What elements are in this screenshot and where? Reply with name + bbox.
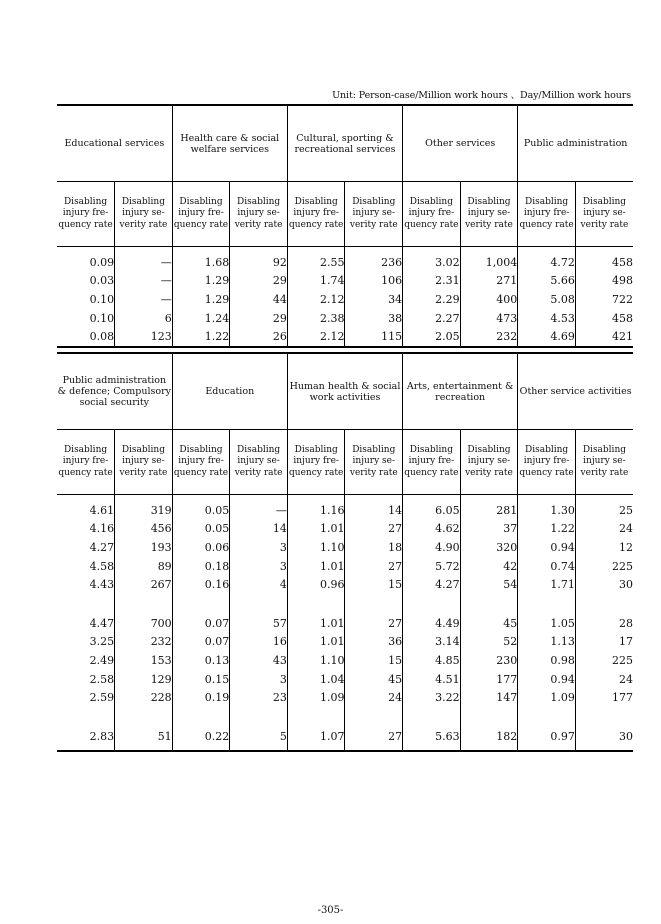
table-cell: 0.10 — [57, 309, 115, 328]
table-cell: 27 — [345, 707, 403, 751]
table-row — [57, 247, 633, 272]
table-cell: 421 — [575, 327, 633, 347]
table-cell: 0.74 — [518, 557, 576, 576]
table-cell: 4.47 — [57, 594, 115, 633]
frequency-rate-header: Disabling injury fre- quency rate — [518, 182, 576, 247]
table-cell: 27 — [345, 594, 403, 633]
table-cell: 1.07 — [287, 707, 345, 751]
table-cell: 0.07 — [172, 594, 230, 633]
table-cell: 232 — [115, 633, 173, 652]
table-row — [57, 707, 633, 751]
table-cell: 2.12 — [287, 290, 345, 309]
table-cell: 5.66 — [518, 272, 576, 291]
table-cell: 28 — [619, 616, 633, 630]
table-cell: 3 — [230, 670, 288, 689]
group-header: Education — [172, 353, 287, 430]
table-cell: 0.98 — [518, 651, 576, 670]
table-cell: 0.05 — [172, 520, 230, 539]
table-cell: 17 — [619, 635, 633, 649]
table-cell: 38 — [345, 309, 403, 328]
table-cell: 45 — [345, 670, 403, 689]
table-cell: 4 — [230, 575, 288, 594]
table-cell: 1.09 — [287, 688, 345, 707]
table-cell: 0.05 — [172, 495, 230, 520]
table-cell: 281 — [460, 495, 518, 520]
table-cell: 182 — [460, 707, 518, 751]
table-cell: 4.85 — [403, 651, 461, 670]
table-cell: 1.29 — [172, 272, 230, 291]
table-cell: 4.90 — [403, 538, 461, 557]
table-cell: 1.01 — [287, 520, 345, 539]
table-cell: 12 — [619, 540, 633, 554]
table-cell: 1.24 — [172, 309, 230, 328]
table-row — [57, 290, 633, 309]
frequency-rate-header: Disabling injury fre- quency rate — [57, 430, 115, 495]
sub-header-row — [57, 182, 633, 247]
table-cell: 106 — [345, 272, 403, 291]
table-cell: 1.09 — [518, 688, 576, 707]
frequency-rate-header: Disabling injury fre- quency rate — [403, 182, 461, 247]
table-cell: 0.94 — [518, 538, 576, 557]
frequency-rate-header: Disabling injury fre- quency rate — [287, 430, 345, 495]
table-cell: 2.12 — [287, 327, 345, 347]
table-cell: 4.62 — [403, 520, 461, 539]
table-services-2 — [57, 104, 633, 348]
severity-rate-header: Disabling injury se- verity rate — [460, 430, 518, 495]
group-header: Other service activities — [518, 353, 633, 430]
severity-rate-header: Disabling injury se- verity rate — [575, 430, 633, 495]
table-cell: 45 — [460, 594, 518, 633]
table-cell: 23 — [230, 688, 288, 707]
table-cell: 115 — [345, 327, 403, 347]
table-cell: 123 — [115, 327, 173, 347]
table-cell: 4.51 — [403, 670, 461, 689]
table-services-1 — [57, 352, 633, 752]
table-cell: 4.43 — [57, 575, 115, 594]
table-row — [57, 272, 633, 291]
table-cell: 4.53 — [518, 309, 576, 328]
frequency-rate-header: Disabling injury fre- quency rate — [172, 182, 230, 247]
table-cell: 236 — [345, 247, 403, 272]
severity-rate-header: Disabling injury se- verity rate — [230, 430, 288, 495]
table-row — [57, 594, 633, 633]
table-cell: 1.10 — [287, 538, 345, 557]
table-cell: 2.29 — [403, 290, 461, 309]
table-cell: 319 — [115, 495, 173, 520]
table-cell: 3.22 — [403, 688, 461, 707]
table-cell: 225 — [612, 559, 633, 573]
table-cell: 1.68 — [172, 247, 230, 272]
table-cell: 153 — [115, 651, 173, 670]
table-cell: 225 — [612, 653, 633, 667]
table-cell: — — [230, 495, 288, 520]
group-header: Health care & social welfare services — [172, 105, 287, 182]
table-cell: 0.07 — [172, 633, 230, 652]
table-cell: 0.09 — [57, 247, 115, 272]
table-cell: 320 — [460, 538, 518, 557]
severity-rate-header: Disabling injury se- verity rate — [345, 430, 403, 495]
table-cell: 1.10 — [287, 651, 345, 670]
table-cell: 0.03 — [57, 272, 115, 291]
table-cell: 54 — [460, 575, 518, 594]
table-cell: 30 — [619, 578, 633, 592]
table-row — [57, 688, 633, 707]
group-header: Cultural, sporting & recreational services — [287, 105, 402, 182]
group-header: Public administration & defence; Compulsory social security — [57, 353, 172, 430]
frequency-rate-header: Disabling injury fre- quency rate — [57, 182, 115, 247]
table-cell: 0.97 — [518, 707, 576, 751]
table-row — [57, 495, 633, 520]
table-row — [57, 309, 633, 328]
table-cell: 4.27 — [57, 538, 115, 557]
table-cell: 0.13 — [172, 651, 230, 670]
table-cell: 4.69 — [518, 327, 576, 347]
table-cell: 177 — [460, 670, 518, 689]
table-cell: 44 — [230, 290, 288, 309]
table-cell: 2.31 — [403, 272, 461, 291]
table-cell: 0.15 — [172, 670, 230, 689]
table-cell: 1.30 — [518, 495, 576, 520]
severity-rate-header: Disabling injury se- verity rate — [575, 182, 633, 247]
table-cell: 0.19 — [172, 688, 230, 707]
table-cell: 1.22 — [172, 327, 230, 347]
severity-rate-header: Disabling injury se- verity rate — [115, 182, 173, 247]
table-cell: 26 — [230, 327, 288, 347]
table-cell: 4.61 — [57, 495, 115, 520]
group-header-row — [57, 353, 633, 430]
table-row — [57, 538, 633, 557]
table-cell: — — [115, 272, 173, 291]
severity-rate-header: Disabling injury se- verity rate — [230, 182, 288, 247]
table-cell: 1.01 — [287, 633, 345, 652]
group-header: Educational services — [57, 105, 172, 182]
table-cell: 1.22 — [518, 520, 576, 539]
table-cell: 0.10 — [57, 290, 115, 309]
table-cell: 458 — [612, 255, 633, 269]
table-cell: 271 — [460, 272, 518, 291]
table-cell: 1.71 — [518, 575, 576, 594]
frequency-rate-header: Disabling injury fre- quency rate — [518, 430, 576, 495]
severity-rate-header: Disabling injury se- verity rate — [115, 430, 173, 495]
sub-header-row — [57, 430, 633, 495]
table-cell: 30 — [575, 707, 633, 751]
table-cell: 27 — [345, 520, 403, 539]
table-cell: 1.05 — [518, 594, 576, 633]
table-cell: 4.58 — [57, 557, 115, 576]
frequency-rate-header: Disabling injury fre- quency rate — [403, 430, 461, 495]
table-cell: 37 — [460, 520, 518, 539]
table-cell: 498 — [612, 274, 633, 288]
table-cell: 92 — [230, 247, 288, 272]
table-cell: 1.13 — [518, 633, 576, 652]
table-row — [57, 575, 633, 594]
group-header: Human health & social work activities — [287, 353, 402, 430]
table-cell: 5.08 — [518, 290, 576, 309]
table-cell: 2.49 — [57, 651, 115, 670]
table-cell: 14 — [230, 520, 288, 539]
table-cell: 2.59 — [57, 688, 115, 707]
table-row — [57, 633, 633, 652]
table-cell: 2.55 — [287, 247, 345, 272]
table-row — [57, 651, 633, 670]
table-cell: 3 — [230, 538, 288, 557]
table-cell: 228 — [115, 688, 173, 707]
table-cell: 24 — [619, 672, 633, 686]
table-cell: — — [115, 290, 173, 309]
table-cell: 0.94 — [518, 670, 576, 689]
table-cell: 5 — [230, 707, 288, 751]
table-cell: 89 — [115, 557, 173, 576]
table-cell: 29 — [230, 309, 288, 328]
table-cell: 456 — [115, 520, 173, 539]
table-cell: 1.01 — [287, 594, 345, 633]
table-cell: 0.06 — [172, 538, 230, 557]
table-cell: 232 — [460, 327, 518, 347]
frequency-rate-header: Disabling injury fre- quency rate — [172, 430, 230, 495]
table-cell: 1.01 — [287, 557, 345, 576]
table-cell: 27 — [345, 557, 403, 576]
table-cell: 14 — [345, 495, 403, 520]
table-cell: 722 — [612, 292, 633, 306]
table-cell: 1.29 — [172, 290, 230, 309]
table-row — [57, 520, 633, 539]
table-cell: 4.49 — [403, 594, 461, 633]
table-cell: 177 — [612, 691, 633, 705]
table-cell: 0.08 — [57, 327, 115, 347]
group-header: Public administration — [518, 105, 633, 182]
table-cell: 267 — [115, 575, 173, 594]
table-cell: 3.25 — [57, 633, 115, 652]
table-cell: 1.04 — [287, 670, 345, 689]
table-cell: 400 — [460, 290, 518, 309]
table-cell: 24 — [345, 688, 403, 707]
table-cell: 147 — [460, 688, 518, 707]
table-cell: 4.16 — [57, 520, 115, 539]
table-cell: 36 — [345, 633, 403, 652]
group-header: Other services — [403, 105, 518, 182]
table-cell: 15 — [345, 651, 403, 670]
group-header: Arts, entertainment & recreation — [403, 353, 518, 430]
table-cell: 51 — [115, 707, 173, 751]
table-cell: 6 — [115, 309, 173, 328]
table-row — [57, 670, 633, 689]
severity-rate-header: Disabling injury se- verity rate — [345, 182, 403, 247]
table-cell: 4.27 — [403, 575, 461, 594]
table-row — [57, 327, 633, 347]
table-cell: 0.18 — [172, 557, 230, 576]
table-cell: 18 — [345, 538, 403, 557]
table-cell: 1,004 — [460, 247, 518, 272]
table-cell: 2.83 — [57, 707, 115, 751]
table-cell: 2.27 — [403, 309, 461, 328]
table-cell: 25 — [619, 503, 633, 517]
table-cell: 24 — [619, 522, 633, 536]
table-cell: 458 — [612, 311, 633, 325]
table-cell: 43 — [230, 651, 288, 670]
table-cell: 16 — [230, 633, 288, 652]
table-cell: 230 — [460, 651, 518, 670]
page-number: -305- — [317, 905, 344, 916]
table-cell: — — [115, 247, 173, 272]
table-row — [57, 557, 633, 576]
table-cell: 34 — [345, 290, 403, 309]
table-cell: 0.22 — [172, 707, 230, 751]
table-cell: 6.05 — [403, 495, 461, 520]
table-cell: 57 — [230, 594, 288, 633]
table-cell: 5.63 — [403, 707, 461, 751]
table-cell: 2.38 — [287, 309, 345, 328]
table-cell: 2.58 — [57, 670, 115, 689]
frequency-rate-header: Disabling injury fre- quency rate — [287, 182, 345, 247]
group-header-row — [57, 105, 633, 182]
table-cell: 4.72 — [518, 247, 576, 272]
table-cell: 193 — [115, 538, 173, 557]
table-cell: 0.16 — [172, 575, 230, 594]
table-cell: 42 — [460, 557, 518, 576]
table-cell: 3.14 — [403, 633, 461, 652]
severity-rate-header: Disabling injury se- verity rate — [460, 182, 518, 247]
table-cell: 473 — [460, 309, 518, 328]
table-cell: 5.72 — [403, 557, 461, 576]
table-cell: 52 — [460, 633, 518, 652]
table-cell: 1.16 — [287, 495, 345, 520]
table-cell: 15 — [345, 575, 403, 594]
unit-label: Unit: Person-case/Million work hours 、Day/Million work hours — [332, 90, 631, 101]
table-cell: 2.05 — [403, 327, 461, 347]
table-cell: 29 — [230, 272, 288, 291]
table-cell: 3.02 — [403, 247, 461, 272]
table-cell: 700 — [115, 594, 173, 633]
table-cell: 0.96 — [287, 575, 345, 594]
table-cell: 3 — [230, 557, 288, 576]
table-cell: 1.74 — [287, 272, 345, 291]
table-cell: 129 — [115, 670, 173, 689]
